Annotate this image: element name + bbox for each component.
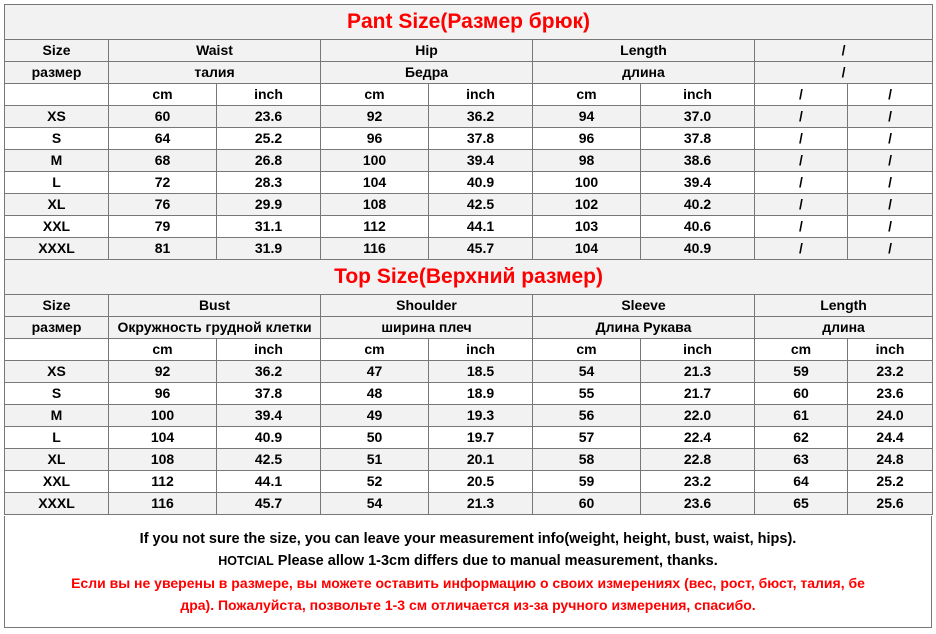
size-label: XS: [5, 106, 109, 128]
pant-header-ru-3: длина: [533, 62, 755, 84]
table-cell: 23.2: [641, 471, 755, 493]
size-table: [4, 4, 933, 515]
table-cell: 108: [109, 449, 217, 471]
table-cell: 112: [109, 471, 217, 493]
note-english-allowance: [5, 550, 931, 572]
top-unit-6: cm: [755, 339, 848, 361]
table-cell: 45.7: [217, 493, 321, 515]
table-cell: 38.6: [641, 150, 755, 172]
table-cell: 22.8: [641, 449, 755, 471]
table-cell: 52: [321, 471, 429, 493]
table-cell: 50: [321, 427, 429, 449]
table-cell: 39.4: [641, 172, 755, 194]
top-header-0: Size: [5, 295, 109, 317]
table-cell: 104: [533, 238, 641, 260]
top-header-ru-3: Длина Рукава: [533, 317, 755, 339]
table-row: [5, 449, 933, 471]
table-cell: 19.3: [429, 405, 533, 427]
pant-header-ru-row: [5, 62, 933, 84]
table-cell: 47: [321, 361, 429, 383]
top-title-row: [5, 260, 933, 295]
table-row: [5, 216, 933, 238]
table-cell: 29.9: [217, 194, 321, 216]
table-cell: 51: [321, 449, 429, 471]
table-cell: 55: [533, 383, 641, 405]
table-cell: 20.5: [429, 471, 533, 493]
table-cell: 72: [109, 172, 217, 194]
table-row: [5, 194, 933, 216]
pant-title-row: [5, 5, 933, 40]
table-cell: /: [848, 106, 933, 128]
table-cell: 96: [533, 128, 641, 150]
table-cell: 76: [109, 194, 217, 216]
table-cell: /: [755, 150, 848, 172]
table-cell: 96: [109, 383, 217, 405]
table-cell: 68: [109, 150, 217, 172]
table-cell: 98: [533, 150, 641, 172]
table-cell: 81: [109, 238, 217, 260]
table-row: [5, 238, 933, 260]
table-cell: 61: [755, 405, 848, 427]
table-cell: 23.6: [848, 383, 933, 405]
table-cell: /: [848, 172, 933, 194]
table-cell: 36.2: [429, 106, 533, 128]
table-cell: 92: [109, 361, 217, 383]
table-cell: 44.1: [217, 471, 321, 493]
table-cell: 20.1: [429, 449, 533, 471]
table-cell: 25.2: [848, 471, 933, 493]
note-russian-line-2: дра). Пожалуйста, позвольте 1-3 см отличается из-за ручного измерения, спасибо.: [180, 597, 756, 613]
table-cell: 24.8: [848, 449, 933, 471]
table-row: [5, 172, 933, 194]
table-cell: /: [755, 172, 848, 194]
table-row: [5, 383, 933, 405]
pant-header-3: Length: [533, 40, 755, 62]
pant-header-ru-1: талия: [109, 62, 321, 84]
pant-header-ru-0: размер: [5, 62, 109, 84]
pant-unit-2: cm: [321, 84, 429, 106]
table-row: [5, 493, 933, 515]
table-cell: /: [755, 238, 848, 260]
top-unit-5: inch: [641, 339, 755, 361]
table-cell: 40.2: [641, 194, 755, 216]
table-cell: 23.6: [217, 106, 321, 128]
pant-units-row: [5, 84, 933, 106]
size-label: L: [5, 427, 109, 449]
table-cell: 63: [755, 449, 848, 471]
table-cell: 42.5: [217, 449, 321, 471]
table-cell: 24.0: [848, 405, 933, 427]
table-cell: 60: [109, 106, 217, 128]
size-label: S: [5, 128, 109, 150]
pant-unit-1: inch: [217, 84, 321, 106]
table-cell: 116: [109, 493, 217, 515]
table-cell: 31.9: [217, 238, 321, 260]
size-label: M: [5, 405, 109, 427]
table-cell: 37.8: [217, 383, 321, 405]
pant-size-title: Pant Size(Размер брюк): [5, 5, 933, 40]
table-row: [5, 471, 933, 493]
table-row: [5, 106, 933, 128]
table-cell: /: [848, 238, 933, 260]
table-cell: 62: [755, 427, 848, 449]
pant-unit-5: inch: [641, 84, 755, 106]
top-header-ru-1: Окружность грудной клетки: [109, 317, 321, 339]
table-cell: /: [848, 216, 933, 238]
table-cell: 25.2: [217, 128, 321, 150]
size-label: XXXL: [5, 238, 109, 260]
size-label: M: [5, 150, 109, 172]
top-units-blank: [5, 339, 109, 361]
note-english-measurement: If you not sure the size, you can leave your measurement info(weight, height, bust, waist, hips).: [139, 531, 797, 547]
table-cell: 104: [109, 427, 217, 449]
table-cell: 23.6: [641, 493, 755, 515]
table-cell: 103: [533, 216, 641, 238]
table-cell: 24.4: [848, 427, 933, 449]
table-cell: 25.6: [848, 493, 933, 515]
table-cell: 26.8: [217, 150, 321, 172]
size-chart: [4, 4, 932, 515]
table-row: [5, 427, 933, 449]
notes-box: [4, 516, 932, 628]
table-cell: 58: [533, 449, 641, 471]
table-cell: 21.7: [641, 383, 755, 405]
table-cell: 102: [533, 194, 641, 216]
pant-header-1: Waist: [109, 40, 321, 62]
table-cell: 36.2: [217, 361, 321, 383]
table-cell: 64: [109, 128, 217, 150]
table-cell: 37.8: [641, 128, 755, 150]
table-cell: 40.9: [641, 238, 755, 260]
table-cell: 56: [533, 405, 641, 427]
note-english-allowance-text: Please allow 1-3cm differs due to manual measurement, thanks.: [273, 553, 718, 569]
table-cell: 108: [321, 194, 429, 216]
pant-unit-6: /: [755, 84, 848, 106]
top-header-ru-4: длина: [755, 317, 933, 339]
table-cell: 112: [321, 216, 429, 238]
table-cell: 44.1: [429, 216, 533, 238]
table-cell: 60: [755, 383, 848, 405]
table-cell: 18.9: [429, 383, 533, 405]
table-cell: 48: [321, 383, 429, 405]
table-cell: 40.9: [429, 172, 533, 194]
pant-unit-0: cm: [109, 84, 217, 106]
size-label: XXXL: [5, 493, 109, 515]
table-cell: 64: [755, 471, 848, 493]
table-cell: /: [755, 216, 848, 238]
table-cell: 54: [321, 493, 429, 515]
top-size-title: Top Size(Верхний размер): [5, 260, 933, 295]
table-cell: 54: [533, 361, 641, 383]
size-label: XXL: [5, 471, 109, 493]
top-unit-1: inch: [217, 339, 321, 361]
pant-header-row: [5, 40, 933, 62]
table-cell: 57: [533, 427, 641, 449]
top-unit-2: cm: [321, 339, 429, 361]
table-cell: /: [755, 194, 848, 216]
table-cell: /: [848, 150, 933, 172]
table-cell: 37.8: [429, 128, 533, 150]
top-header-1: Bust: [109, 295, 321, 317]
table-cell: 21.3: [641, 361, 755, 383]
table-cell: /: [755, 128, 848, 150]
top-header-ru-row: [5, 317, 933, 339]
table-cell: 42.5: [429, 194, 533, 216]
top-header-ru-0: размер: [5, 317, 109, 339]
table-cell: 59: [755, 361, 848, 383]
table-cell: 49: [321, 405, 429, 427]
top-unit-4: cm: [533, 339, 641, 361]
pant-header-0: Size: [5, 40, 109, 62]
top-header-4: Length: [755, 295, 933, 317]
table-cell: 31.1: [217, 216, 321, 238]
table-cell: 28.3: [217, 172, 321, 194]
table-cell: 96: [321, 128, 429, 150]
table-cell: 37.0: [641, 106, 755, 128]
table-cell: 65: [755, 493, 848, 515]
table-row: [5, 128, 933, 150]
brand-name: HOTCIAL: [218, 554, 274, 568]
table-cell: 94: [533, 106, 641, 128]
table-cell: 22.4: [641, 427, 755, 449]
table-cell: 39.4: [217, 405, 321, 427]
top-unit-3: inch: [429, 339, 533, 361]
table-cell: /: [848, 128, 933, 150]
table-cell: 100: [109, 405, 217, 427]
table-cell: 116: [321, 238, 429, 260]
table-cell: 92: [321, 106, 429, 128]
size-label: XL: [5, 194, 109, 216]
top-unit-0: cm: [109, 339, 217, 361]
size-label: XS: [5, 361, 109, 383]
table-cell: 60: [533, 493, 641, 515]
size-label: S: [5, 383, 109, 405]
table-cell: 23.2: [848, 361, 933, 383]
table-row: [5, 361, 933, 383]
table-cell: 79: [109, 216, 217, 238]
table-cell: 21.3: [429, 493, 533, 515]
note-russian-line-1: Если вы не уверены в размере, вы можете оставить информацию о своих измерениях (вес, рост, бюст, талия, бе: [71, 575, 865, 591]
top-unit-7: inch: [848, 339, 933, 361]
top-header-3: Sleeve: [533, 295, 755, 317]
table-cell: 100: [533, 172, 641, 194]
pant-unit-7: /: [848, 84, 933, 106]
table-row: [5, 150, 933, 172]
table-cell: /: [755, 106, 848, 128]
pant-header-2: Hip: [321, 40, 533, 62]
table-cell: 22.0: [641, 405, 755, 427]
pant-units-blank: [5, 84, 109, 106]
top-header-2: Shoulder: [321, 295, 533, 317]
table-cell: 18.5: [429, 361, 533, 383]
top-header-ru-2: ширина плеч: [321, 317, 533, 339]
pant-header-ru-4: /: [755, 62, 933, 84]
table-cell: 40.6: [641, 216, 755, 238]
table-cell: 40.9: [217, 427, 321, 449]
pant-header-ru-2: Бедра: [321, 62, 533, 84]
top-header-row: [5, 295, 933, 317]
table-cell: 59: [533, 471, 641, 493]
size-label: XL: [5, 449, 109, 471]
pant-unit-4: cm: [533, 84, 641, 106]
size-label: XXL: [5, 216, 109, 238]
pant-unit-3: inch: [429, 84, 533, 106]
table-cell: 19.7: [429, 427, 533, 449]
size-label: L: [5, 172, 109, 194]
top-units-row: [5, 339, 933, 361]
table-cell: 100: [321, 150, 429, 172]
pant-header-4: /: [755, 40, 933, 62]
size-table-body: [5, 5, 933, 515]
table-row: [5, 405, 933, 427]
table-cell: /: [848, 194, 933, 216]
table-cell: 39.4: [429, 150, 533, 172]
table-cell: 45.7: [429, 238, 533, 260]
table-cell: 104: [321, 172, 429, 194]
